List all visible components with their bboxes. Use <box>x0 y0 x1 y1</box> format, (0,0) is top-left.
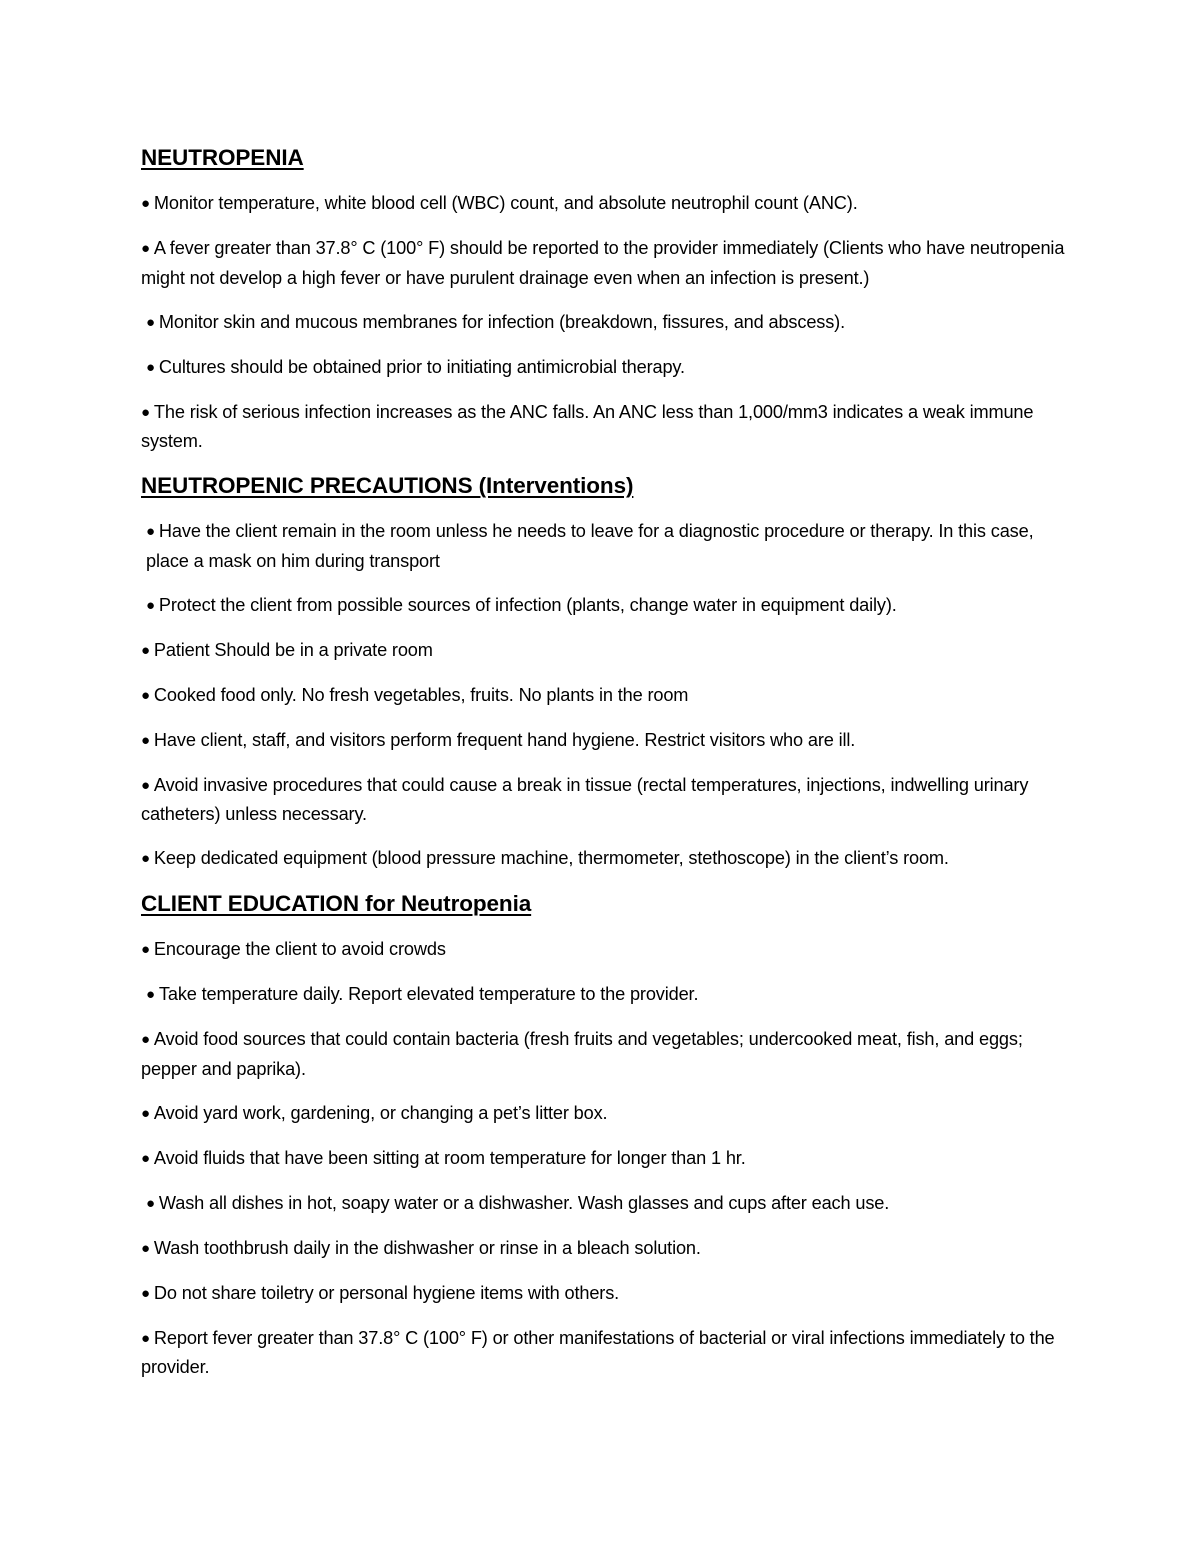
bullet-icon: ● <box>141 1284 150 1302</box>
section-client-education <box>141 889 1071 1382</box>
list-item: ● Cooked food only. No fresh vegetables, fruits. No plants in the room <box>141 684 689 705</box>
bullet-icon: ● <box>146 986 155 1003</box>
bullet-icon: ● <box>146 358 155 376</box>
section-heading: NEUTROPENIA <box>141 145 304 170</box>
bullet-icon: ● <box>141 686 150 704</box>
list-item: ● Wash toothbrush daily in the dishwasher or rinse in a bleach solution. <box>141 1237 701 1258</box>
section-neutropenia <box>141 143 1071 456</box>
list-item: ● Take temperature daily. Report elevated temperature to the provider. <box>146 984 699 1004</box>
list-item: ● Report fever greater than 37.8° C (100° F) or other manifestations of bacterial or viral infections immediately to the provider. <box>141 1327 1055 1377</box>
list-item: ● Have client, staff, and visitors perform frequent hand hygiene. Restrict visitors who are ill. <box>141 729 856 750</box>
document-page <box>141 143 1071 1397</box>
list-item: ● Encourage the client to avoid crowds <box>141 939 446 959</box>
list-item: ● Monitor skin and mucous membranes for infection (breakdown, fissures, and abscess). <box>146 311 845 332</box>
list-item: ● Avoid invasive procedures that could cause a break in tissue (rectal temperatures, injections, indwelling urinary catheters) unless necessary. <box>141 774 1029 824</box>
list-item: ● Have the client remain in the room unless he needs to leave for a diagnostic procedure or therapy. In this case, place a mask on him during transport <box>146 521 1034 571</box>
list-item: ● A fever greater than 37.8° C (100° F) should be reported to the provider immediately (Clients who have neutropenia might not develop a high fever or have purulent drainage even when an infection is present.) <box>141 238 1065 288</box>
bullet-icon: ● <box>141 850 150 867</box>
bullet-icon: ● <box>141 240 150 257</box>
bullet-icon: ● <box>141 776 150 794</box>
bullet-icon: ● <box>141 403 150 421</box>
bullet-icon: ● <box>141 1149 150 1167</box>
list-item: ● The risk of serious infection increases as the ANC falls. An ANC less than 1,000/mm3 indicates a weak immune system. <box>141 401 1034 451</box>
list-item: ● Do not share toiletry or personal hygiene items with others. <box>141 1282 620 1303</box>
section-heading: CLIENT EDUCATION for Neutropenia <box>141 891 532 916</box>
section-neutropenic-precautions <box>141 471 1071 874</box>
bullet-icon: ● <box>141 731 150 749</box>
bullet-icon: ● <box>141 641 150 659</box>
list-item: ● Cultures should be obtained prior to initiating antimicrobial therapy. <box>146 356 685 377</box>
bullet-icon: ● <box>141 1104 150 1122</box>
list-item: ● Avoid yard work, gardening, or changing a pet’s litter box. <box>141 1102 608 1123</box>
list-item: ● Avoid food sources that could contain bacteria (fresh fruits and vegetables; undercooked meat, fish, and eggs; pepper and paprika). <box>141 1029 1023 1079</box>
bullet-icon: ● <box>141 1031 150 1048</box>
list-item: ● Protect the client from possible sources of infection (plants, change water in equipment daily). <box>146 594 897 615</box>
list-item: ● Avoid fluids that have been sitting at room temperature for longer than 1 hr. <box>141 1147 746 1168</box>
bullet-icon: ● <box>146 523 155 540</box>
list-item: ● Monitor temperature, white blood cell (WBC) count, and absolute neutrophil count (ANC). <box>141 193 858 213</box>
bullet-icon: ● <box>141 195 150 212</box>
bullet-icon: ● <box>141 1329 150 1347</box>
bullet-icon: ● <box>146 313 155 331</box>
bullet-icon: ● <box>141 1239 150 1257</box>
list-item: ● Keep dedicated equipment (blood pressure machine, thermometer, stethoscope) in the client’s room. <box>141 848 949 868</box>
section-heading: NEUTROPENIC PRECAUTIONS (Interventions) <box>141 473 634 498</box>
bullet-icon: ● <box>141 941 150 958</box>
list-item: ● Patient Should be in a private room <box>141 639 433 660</box>
bullet-icon: ● <box>146 596 155 614</box>
list-item: ● Wash all dishes in hot, soapy water or a dishwasher. Wash glasses and cups after each use. <box>146 1192 890 1213</box>
bullet-icon: ● <box>146 1194 155 1212</box>
